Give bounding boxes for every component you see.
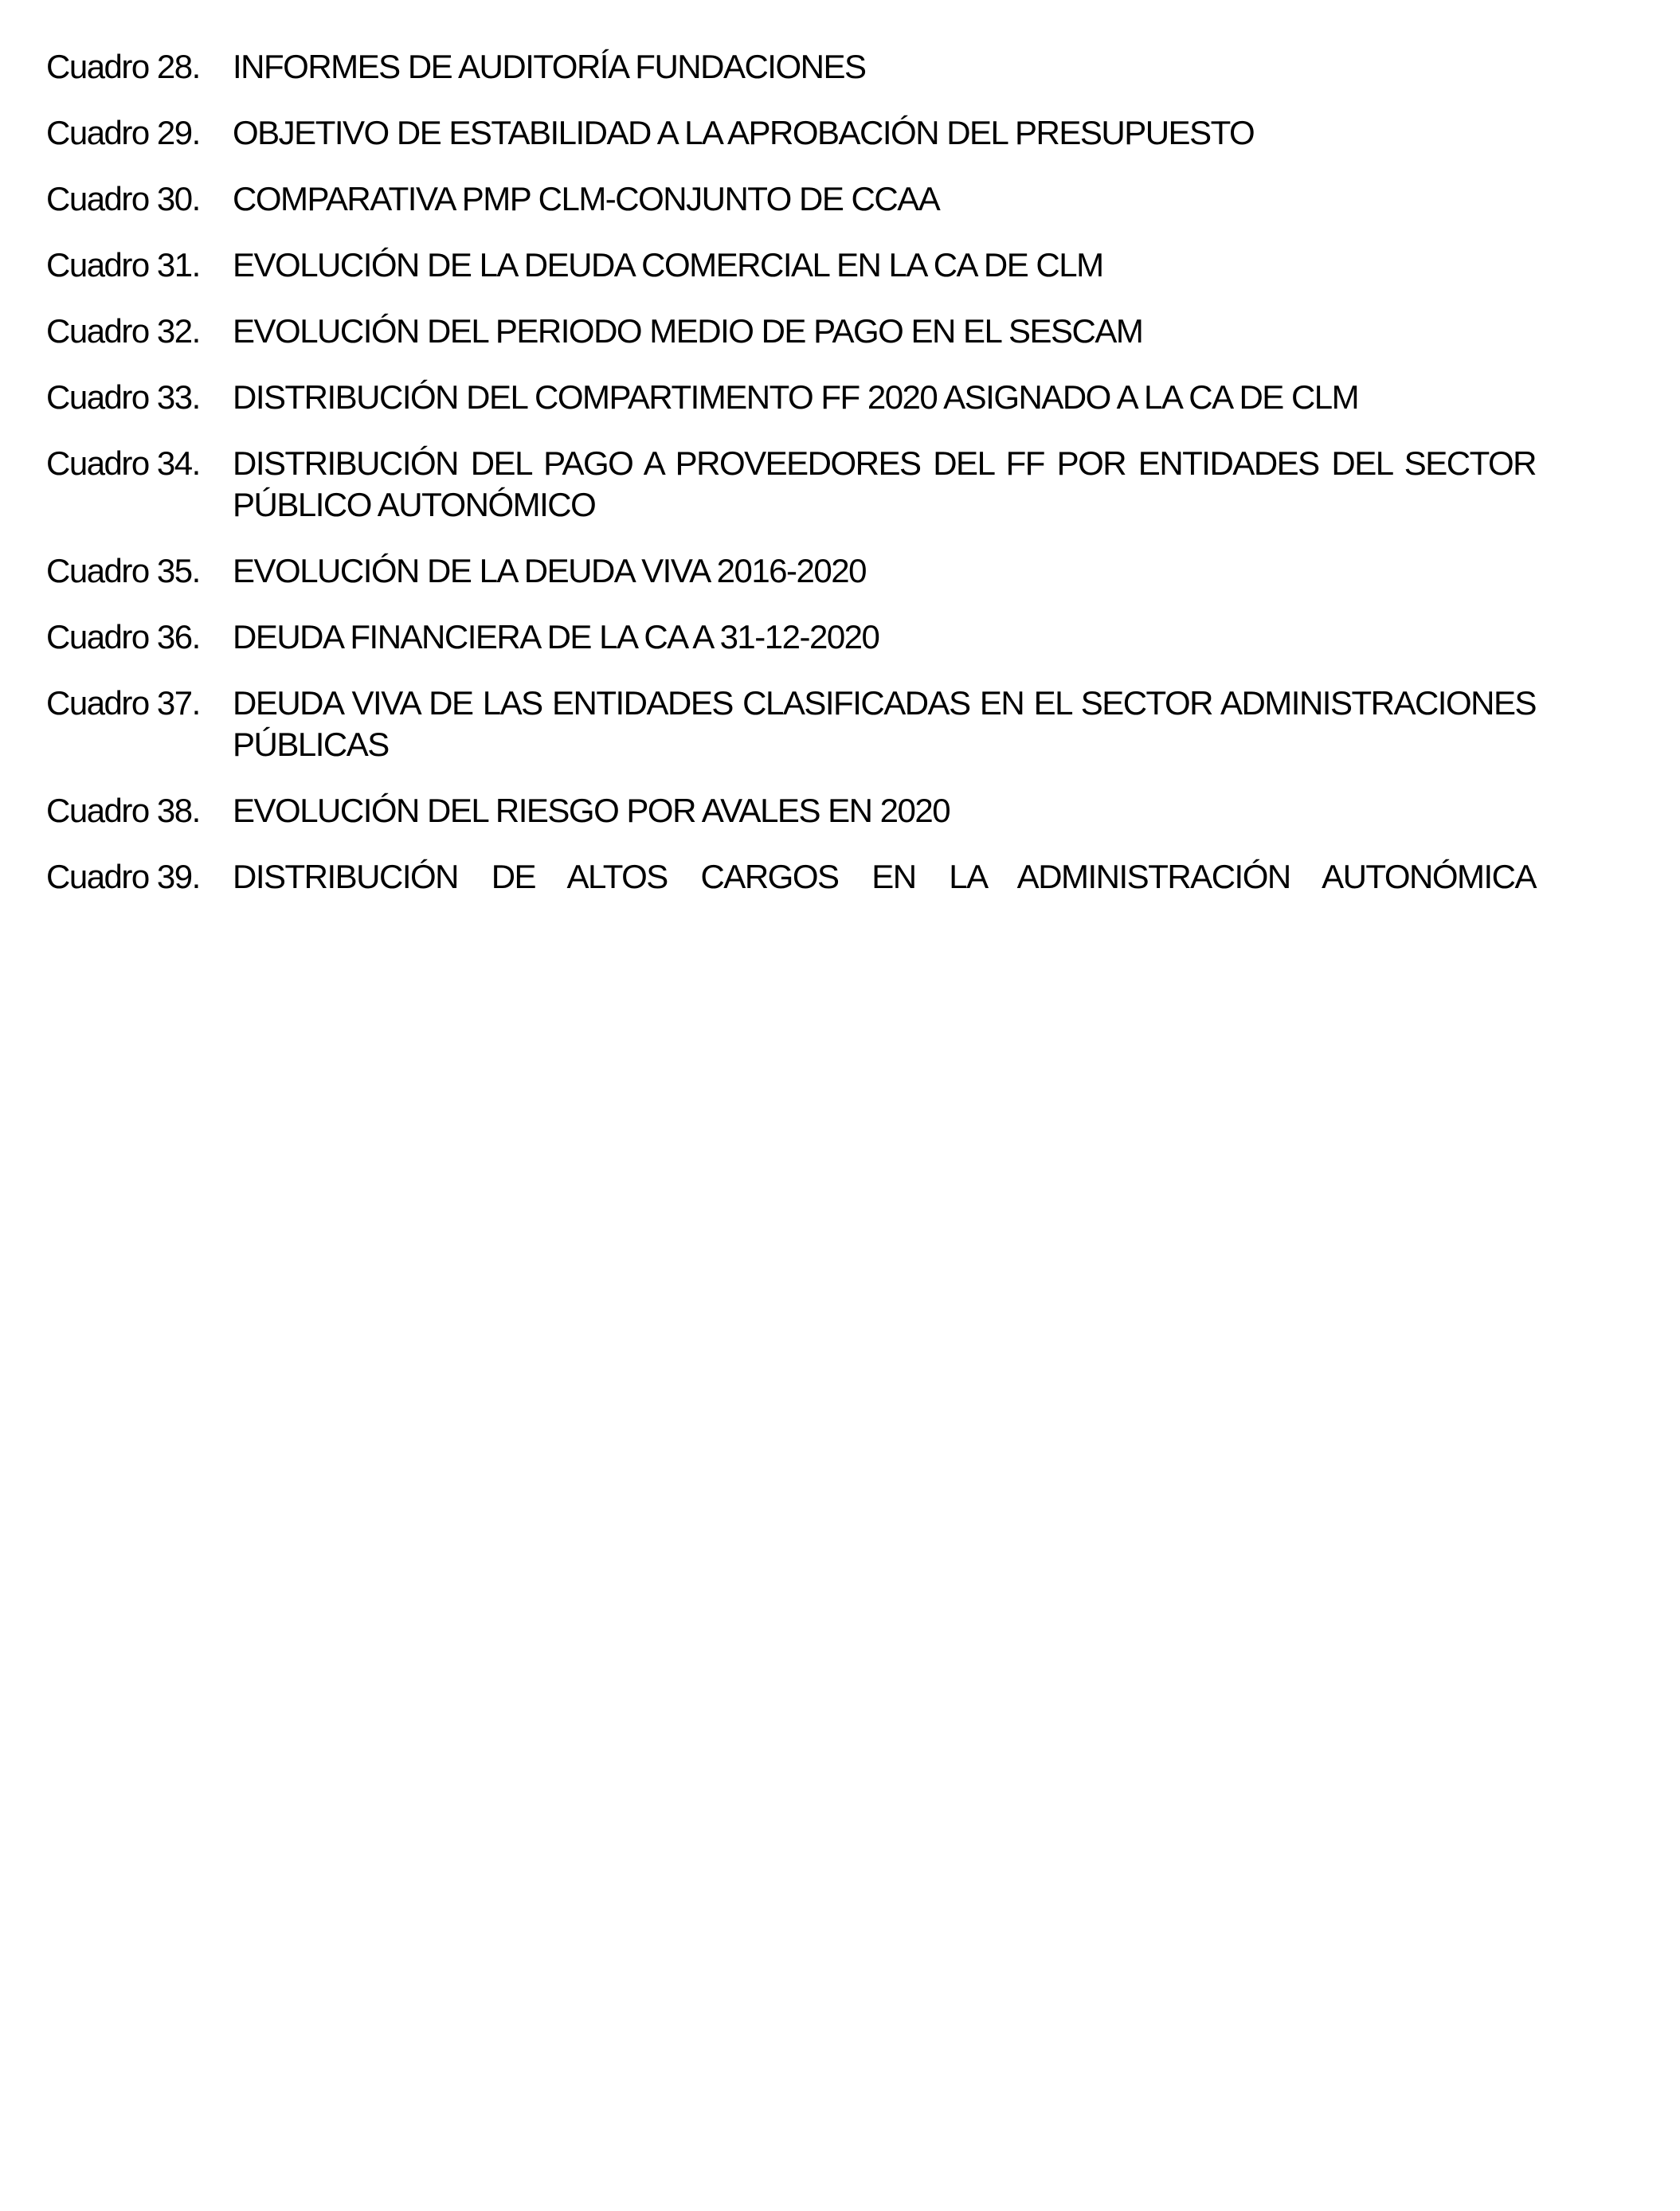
entry-label: Cuadro 39. (46, 858, 200, 895)
table-entry-33 (46, 377, 1560, 418)
entry-title: EVOLUCIÓN DEL PERIODO MEDIO DE PAGO EN EL SESCAM (233, 312, 1143, 350)
entry-label: Cuadro 29. (46, 114, 200, 151)
entry-title: OBJETIVO DE ESTABILIDAD A LA APROBACIÓN DEL PRESUPUESTO (233, 114, 1255, 151)
entry-label: Cuadro 33. (46, 378, 200, 416)
entry-title: DISTRIBUCIÓN DEL PAGO A PROVEEDORES DEL FF POR ENTIDADES DEL SECTOR PÚBLICO AUTONÓMICO (233, 444, 1536, 523)
entry-label: Cuadro 32. (46, 312, 200, 350)
entry-title: INFORMES DE AUDITORÍA FUNDACIONES (233, 48, 866, 85)
entry-title: DISTRIBUCIÓN DE ALTOS CARGOS EN LA ADMINISTRACIÓN AUTONÓMICA (233, 858, 1536, 895)
table-entry-37 (46, 683, 1560, 765)
table-entry-31 (46, 245, 1560, 286)
entry-title: COMPARATIVA PMP CLM-CONJUNTO DE CCAA (233, 180, 940, 217)
entry-label: Cuadro 28. (46, 48, 200, 85)
table-entry-28 (46, 46, 1560, 88)
table-entry-35 (46, 550, 1560, 592)
entry-label: Cuadro 36. (46, 618, 200, 655)
table-entry-34 (46, 443, 1560, 526)
table-entry-30 (46, 178, 1560, 220)
entry-title: DEUDA FINANCIERA DE LA CA A 31-12-2020 (233, 618, 879, 655)
entry-label: Cuadro 30. (46, 180, 200, 217)
entry-label: Cuadro 37. (46, 684, 200, 722)
entry-title: EVOLUCIÓN DE LA DEUDA COMERCIAL EN LA CA DE CLM (233, 246, 1103, 284)
entry-title: DEUDA VIVA DE LAS ENTIDADES CLASIFICADAS EN EL SECTOR ADMINISTRACIONES PÚBLICAS (233, 684, 1536, 763)
entry-label: Cuadro 34. (46, 444, 200, 482)
entry-label: Cuadro 38. (46, 792, 200, 829)
table-entry-29 (46, 112, 1560, 154)
table-entry-39 (46, 856, 1560, 898)
entry-title: DISTRIBUCIÓN DEL COMPARTIMENTO FF 2020 ASIGNADO A LA CA DE CLM (233, 378, 1359, 416)
entry-label: Cuadro 31. (46, 246, 200, 284)
list-of-tables (46, 46, 1560, 922)
entry-title: EVOLUCIÓN DEL RIESGO POR AVALES EN 2020 (233, 792, 950, 829)
table-entry-36 (46, 616, 1560, 658)
entry-label: Cuadro 35. (46, 552, 200, 589)
table-entry-32 (46, 311, 1560, 352)
entry-title: EVOLUCIÓN DE LA DEUDA VIVA 2016-2020 (233, 552, 866, 589)
table-entry-38 (46, 790, 1560, 832)
